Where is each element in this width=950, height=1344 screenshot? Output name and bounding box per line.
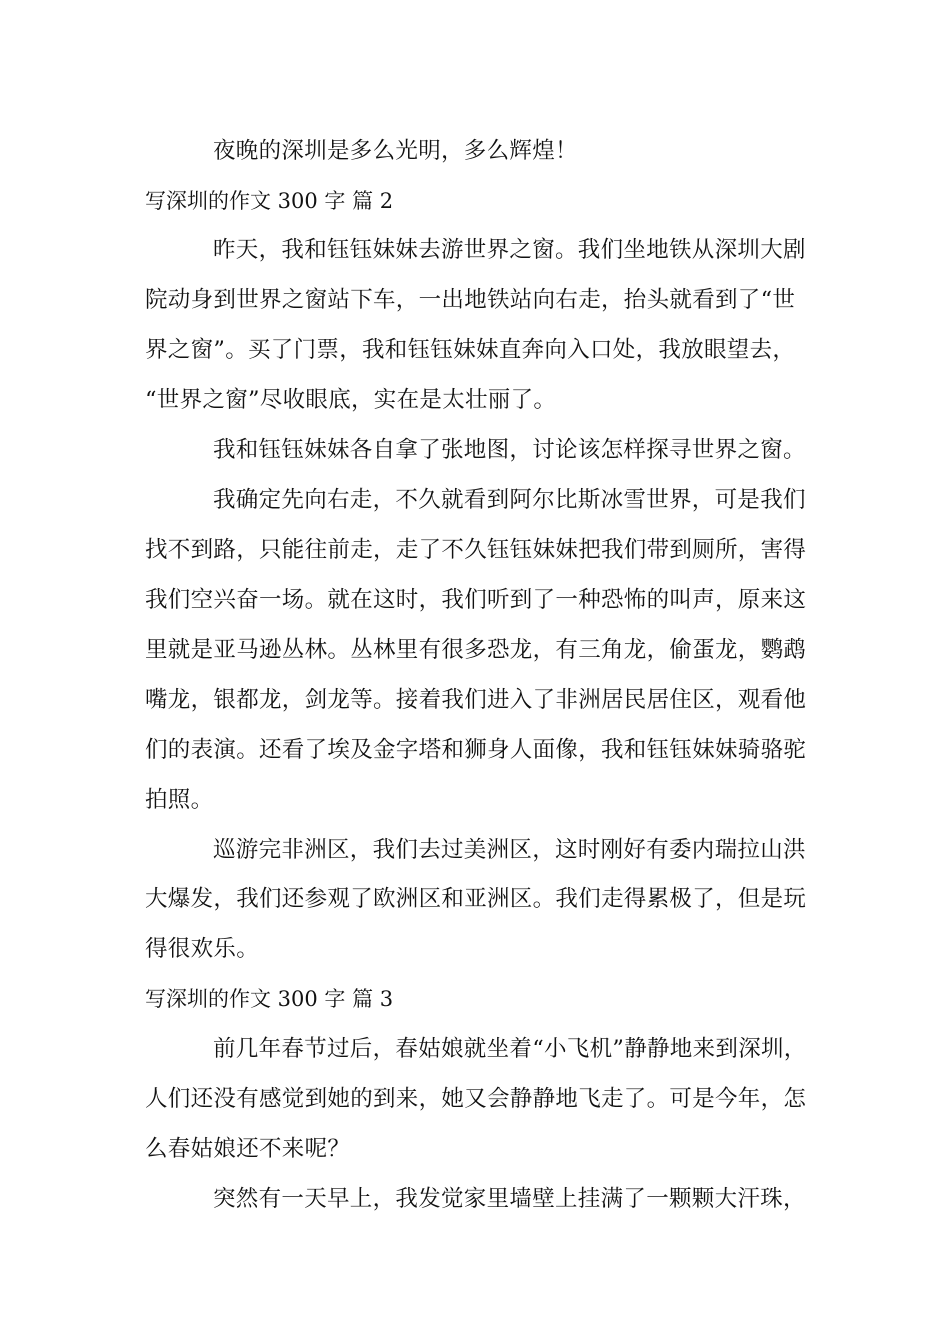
paragraph-line: 界之窗”。买了门票，我和钰钰妹妹直奔向入口处，我放眼望去，: [145, 337, 796, 363]
paragraph-line: 嘴龙，银都龙，剑龙等。接着我们进入了非洲居民居住区，观看他: [145, 687, 807, 713]
section-heading: 写深圳的作文 300 字 篇 3: [145, 987, 394, 1011]
paragraph-line: 夜晚的深圳是多么光明，多么辉煌！: [213, 138, 578, 164]
paragraph-line: 人们还没有感觉到她的到来，她又会静静地飞走了。可是今年，怎: [145, 1086, 807, 1112]
paragraph-line: 我们空兴奋一场。就在这时，我们听到了一种恐怖的叫声，原来这: [145, 587, 807, 613]
paragraph-line: 突然有一天早上，我发觉家里墙壁上挂满了一颗颗大汗珠，: [213, 1186, 806, 1212]
paragraph-line: 找不到路，只能往前走，走了不久钰钰妹妹把我们带到厕所，害得: [145, 537, 807, 563]
paragraph-line: 里就是亚马逊丛林。丛林里有很多恐龙，有三角龙，偷蛋龙，鹦鹉: [145, 637, 807, 663]
paragraph-line: 前几年春节过后，春姑娘就坐着“小飞机”静静地来到深圳，: [213, 1036, 807, 1062]
paragraph-line: 得很欢乐。: [145, 936, 260, 962]
paragraph-line: 昨天，我和钰钰妹妹去游世界之窗。我们坐地铁从深圳大剧: [213, 237, 806, 263]
paragraph-line: 么春姑娘还不来呢？: [145, 1136, 351, 1162]
paragraph-line: 们的表演。还看了埃及金字塔和狮身人面像，我和钰钰妹妹骑骆驼: [145, 737, 807, 763]
paragraph-line: 我确定先向右走，不久就看到阿尔比斯冰雪世界，可是我们: [213, 487, 806, 513]
paragraph-line: 巡游完非洲区，我们去过美洲区，这时刚好有委内瑞拉山洪: [213, 837, 806, 863]
section-heading: 写深圳的作文 300 字 篇 2: [145, 189, 394, 213]
paragraph-line: 我和钰钰妹妹各自拿了张地图，讨论该怎样探寻世界之窗。: [213, 437, 806, 463]
paragraph-line: 大爆发，我们还参观了欧洲区和亚洲区。我们走得累极了，但是玩: [145, 886, 807, 912]
paragraph-line: 院动身到世界之窗站下车，一出地铁站向右走，抬头就看到了“世: [145, 287, 796, 313]
paragraph-line: 拍照。: [145, 787, 214, 813]
paragraph-line: “世界之窗”尽收眼底，实在是太壮丽了。: [145, 387, 557, 413]
